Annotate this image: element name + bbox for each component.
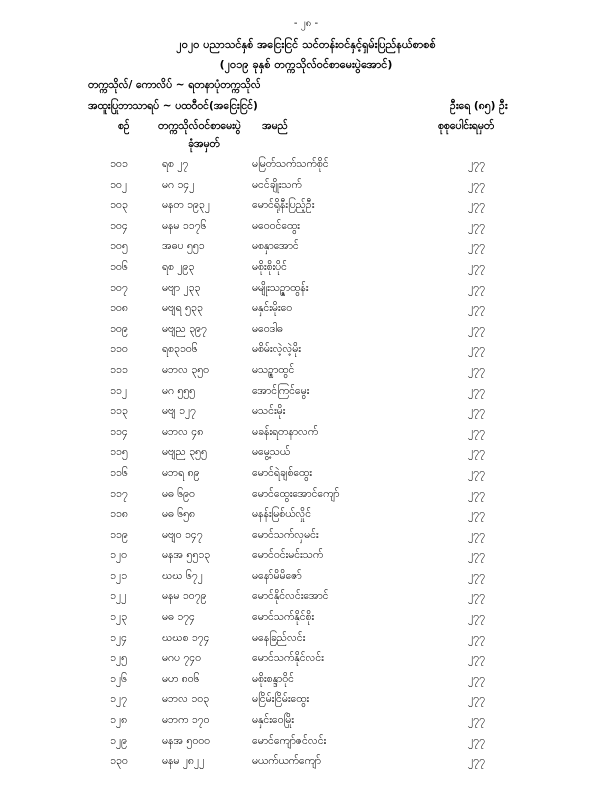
roll-cell: မနမ ၁၁၇၆ (162, 219, 207, 232)
name-cell: မစိုးစိုးပိုင် (252, 260, 287, 273)
mark-cell: ၂၇၇ (468, 549, 485, 562)
results-list (0, 158, 612, 776)
table-row (0, 529, 612, 550)
name-cell: မနော်မိမိဇော် (252, 569, 302, 582)
table-row (0, 755, 612, 776)
table-row (0, 323, 612, 344)
name-cell: မမျိုးသဉ္ဇာထွန်း (252, 281, 309, 294)
name-cell: မဝေဒါဓ (252, 322, 283, 335)
name-cell: အောင်ကြင်မွေး (252, 384, 310, 397)
mark-cell: ၂၇၇ (468, 569, 485, 582)
mark-cell: ၂၇၇ (468, 240, 485, 253)
table-row (0, 240, 612, 261)
header-roll-number-line2: ခုံအမှတ် (188, 138, 220, 150)
table-row (0, 693, 612, 714)
name-cell: မောင်ထွေးအောင်ကျော် (252, 487, 340, 500)
roll-cell: မဂ ၁၄၂ (162, 178, 195, 191)
table-row (0, 673, 612, 694)
header-roll-number: တက္ကသိုလ်ဝင်စာမေးပွဲ (158, 120, 241, 132)
header-total-marks: စုစုပေါင်းရမှတ် (438, 120, 495, 132)
name-cell: မောင်ကျော်ဇင်လင်း (252, 734, 327, 747)
document-title: ၂၀၂၀ ပညာသင်နှစ် အငြေးငြင် သင်တန်းဝင်နှင့်ရှမ်းပြည်နယ်စာစစ် (176, 38, 436, 51)
table-row (0, 343, 612, 364)
table-row (0, 714, 612, 735)
serial-cell: ၁၀၉ (110, 322, 128, 335)
mark-cell: ၂၇၇ (468, 343, 485, 356)
name-cell: မစနှာအောင် (252, 240, 299, 253)
table-row (0, 364, 612, 385)
serial-cell: ၁၀၁ (110, 158, 128, 170)
name-cell: မနန်းမြစ်ယ်လှိုင် (252, 508, 312, 521)
serial-cell: ၁၀၅ (110, 240, 128, 253)
subject-line: အထူးပြုဘာသာရပ် ~ ပထဝီဝင်(အငြေးငြင်) (88, 100, 258, 112)
page-number: - ၂၈ - (293, 18, 319, 29)
table-row (0, 488, 612, 509)
name-cell: မောင်ရဲချစ်ထွေး (252, 466, 312, 479)
roll-cell: မဂ ၅၅၅ (162, 384, 196, 397)
table-row (0, 282, 612, 303)
serial-cell: ၁၂၅ (110, 652, 127, 665)
serial-cell: ၁၁၁ (110, 363, 128, 376)
name-cell: မမြတ်သက်သက်စိုင် (252, 158, 329, 170)
roll-cell: မဗျာ ၂၃၃ (162, 281, 201, 294)
mark-cell: ၂၇၇ (468, 158, 485, 170)
mark-cell: ၂၇၇ (468, 302, 485, 315)
roll-cell: မဗျည ၃၉၇ (162, 322, 207, 335)
name-cell: မသဥ္စာထွင် (252, 363, 295, 376)
serial-cell: ၁၁၆ (110, 466, 128, 479)
table-row (0, 467, 612, 488)
table-row (0, 179, 612, 200)
table-row (0, 735, 612, 756)
serial-cell: ၁၂၃ (110, 611, 127, 624)
roll-cell: မဗျ ၁၂၇ (162, 405, 196, 418)
table-row (0, 302, 612, 323)
mark-cell: ၂၇၇ (468, 693, 485, 706)
name-cell: မောင်နိုင်လင်းအောင် (252, 590, 329, 603)
table-row (0, 385, 612, 406)
name-cell: မစိုးစန္ဒာဝိုင် (252, 672, 294, 685)
roll-cell: ရစ ၂၉၃ (162, 260, 195, 273)
roll-cell: မဟ ၈၀၆ (162, 672, 200, 685)
roll-cell: မဘရ ၈၉ (162, 466, 200, 479)
roll-cell: မနအ ၅၀၀၀ (162, 734, 211, 747)
table-row (0, 508, 612, 529)
serial-cell: ၁၁၀ (110, 343, 128, 356)
serial-cell: ၁၂၉ (110, 734, 127, 747)
mark-cell: ၂၇၇ (468, 425, 485, 438)
university-line: တက္ကသိုလ်/ ကောလိပ် ~ ရတနာပုံတက္ကသိုလ် (88, 79, 261, 91)
serial-cell: ၁၂၆ (110, 672, 127, 685)
roll-cell: မဓ ၆၉၀ (162, 487, 195, 500)
mark-cell: ၂၇၇ (468, 652, 485, 665)
document-subtitle: (၂၀၁၉ ခုနှစ် တက္ကသိုလ်ဝင်စာမေးပွဲအောင်) (219, 58, 393, 71)
roll-cell: မဘလ ၃၅၀ (162, 363, 210, 376)
table-row (0, 426, 612, 447)
mark-cell: ၂၇၇ (468, 260, 485, 273)
name-cell: မောင်ရိုနီးပြည့်ဦး (252, 199, 315, 212)
mark-cell: ၂၇၇ (468, 178, 485, 191)
serial-cell: ၁၀၃ (110, 199, 128, 212)
header-name: အမည် (262, 120, 288, 132)
table-row (0, 590, 612, 611)
serial-cell: ၁၁၂ (110, 384, 127, 397)
serial-cell: ၁၀၂ (110, 178, 127, 191)
mark-cell: ၂၇၇ (468, 508, 485, 521)
table-row (0, 158, 612, 179)
serial-cell: ၁၀၇ (110, 281, 128, 294)
serial-cell: ၁၁၉ (110, 528, 128, 541)
serial-cell: ၁၂၀ (110, 549, 127, 562)
table-row (0, 570, 612, 591)
mark-cell: ၂၇၇ (468, 363, 485, 376)
table-row (0, 405, 612, 426)
mark-cell: ၂၇၇ (468, 322, 485, 335)
name-cell: မနှင်းမိုးဝေ (252, 302, 293, 315)
serial-cell: ၁၂၄ (110, 631, 127, 644)
name-cell: မဝေဝင်ထွေး (252, 219, 300, 232)
roll-cell: မဓ ၆၅၈ (162, 508, 196, 521)
roll-cell: မဘလ ၁၀၃ (162, 693, 210, 706)
roll-cell: မနမ ၁၀၇၉ (162, 590, 207, 603)
name-cell: မောင်ဝင်းမင်းသက် (252, 549, 324, 562)
serial-cell: ၁၁၃ (110, 405, 128, 418)
roll-cell: ဃဃစ ၁၇၄ (162, 631, 210, 644)
roll-cell: အဓပ ၅၅၁ (162, 240, 205, 253)
roll-cell: ဃဃ ၆၇၂ (162, 569, 203, 582)
serial-cell: ၁၁၇ (110, 487, 128, 500)
mark-cell: ၂၇၇ (468, 219, 485, 232)
serial-cell: ၁၂၁ (110, 569, 127, 582)
name-cell: မောင်သက်နိုင်စိုး (252, 611, 315, 624)
mark-cell: ၂၇၇ (468, 281, 485, 294)
serial-cell: ၁၂၈ (110, 714, 128, 727)
name-cell: မယက်ယက်ကျော် (252, 755, 321, 768)
table-row (0, 549, 612, 570)
serial-cell: ၁၀၄ (110, 219, 128, 232)
name-cell: မစိမ်းလဲ့လဲ့မိုး (252, 343, 301, 356)
mark-cell: ၂၇၇ (468, 384, 485, 397)
roll-cell: မဗျ၀ ၁၄၇ (162, 528, 203, 541)
roll-cell: မနတ ၁၉၃၂ (162, 199, 210, 212)
roll-cell: ရစ ၂၇ (162, 158, 189, 170)
mark-cell: ၂၇၇ (468, 631, 485, 644)
mark-cell: ၂၇၇ (468, 755, 485, 768)
mark-cell: ၂၇၇ (468, 446, 485, 459)
serial-cell: ၁၃၀ (110, 755, 128, 768)
serial-cell: ၁၂၂ (110, 590, 127, 603)
name-cell: မောင်သက်နိုင်လင်း (252, 652, 324, 665)
serial-cell: ၁၀၆ (110, 260, 128, 273)
roll-cell: မဂပ ၇၄၀ (162, 652, 202, 665)
mark-cell: ၂၇၇ (468, 487, 485, 500)
table-row (0, 652, 612, 673)
mark-cell: ၂၇၇ (468, 590, 485, 603)
serial-cell: ၁၁၄ (110, 425, 128, 438)
mark-cell: ၂၇၇ (468, 199, 485, 212)
mark-cell: ၂၇၇ (468, 672, 485, 685)
table-row (0, 199, 612, 220)
mark-cell: ၂၇၇ (468, 466, 485, 479)
roll-cell: မဗျည ၃၅၅ (162, 446, 207, 459)
name-cell: မငြိမ်းငြိမ်းထွေး (252, 693, 310, 706)
serial-cell: ၁၁၈ (110, 508, 128, 521)
mark-cell: ၂၇၇ (468, 528, 485, 541)
mark-cell: ၂၇၇ (468, 714, 485, 727)
name-cell: မငင်ချိုးသက် (252, 178, 302, 191)
table-row (0, 220, 612, 241)
serial-cell: ၁၂၇ (110, 693, 127, 706)
header-serial: စဉ် (118, 120, 130, 132)
table-row (0, 261, 612, 282)
roll-cell: မနမ ၂၈၂၂ (162, 755, 205, 768)
roll-cell: ရစ၃၁၀၆ (162, 343, 198, 356)
mark-cell: ၂၇၇ (468, 734, 485, 747)
name-cell: မခန်းရတနာလက် (252, 425, 319, 438)
mark-cell: ၂၇၇ (468, 611, 485, 624)
headcount-line: ဦးရေ (၈၅) ဦး (450, 100, 508, 112)
name-cell: မောင်သက်လှမင်း (252, 528, 319, 541)
roll-cell: မဗျရ ၅၃၃ (162, 302, 203, 315)
name-cell: မနှင်းဝေမြိုး (252, 714, 294, 727)
table-row (0, 632, 612, 653)
roll-cell: မနအ ၅၅၁၃ (162, 549, 211, 562)
roll-cell: မဘက ၁၇၀ (162, 714, 210, 727)
serial-cell: ၁၀၈ (110, 302, 128, 315)
table-row (0, 611, 612, 632)
table-row (0, 446, 612, 467)
roll-cell: မဘလ ၄၈ (162, 425, 204, 438)
name-cell: မသင်းမိုး (252, 405, 286, 418)
name-cell: မမွေ့သယ် (252, 446, 291, 459)
roll-cell: မဓ ၁၇၄ (162, 611, 195, 624)
serial-cell: ၁၁၅ (110, 446, 128, 459)
name-cell: မနေခြည်လင်း (252, 631, 306, 644)
mark-cell: ၂၇၇ (468, 405, 485, 418)
